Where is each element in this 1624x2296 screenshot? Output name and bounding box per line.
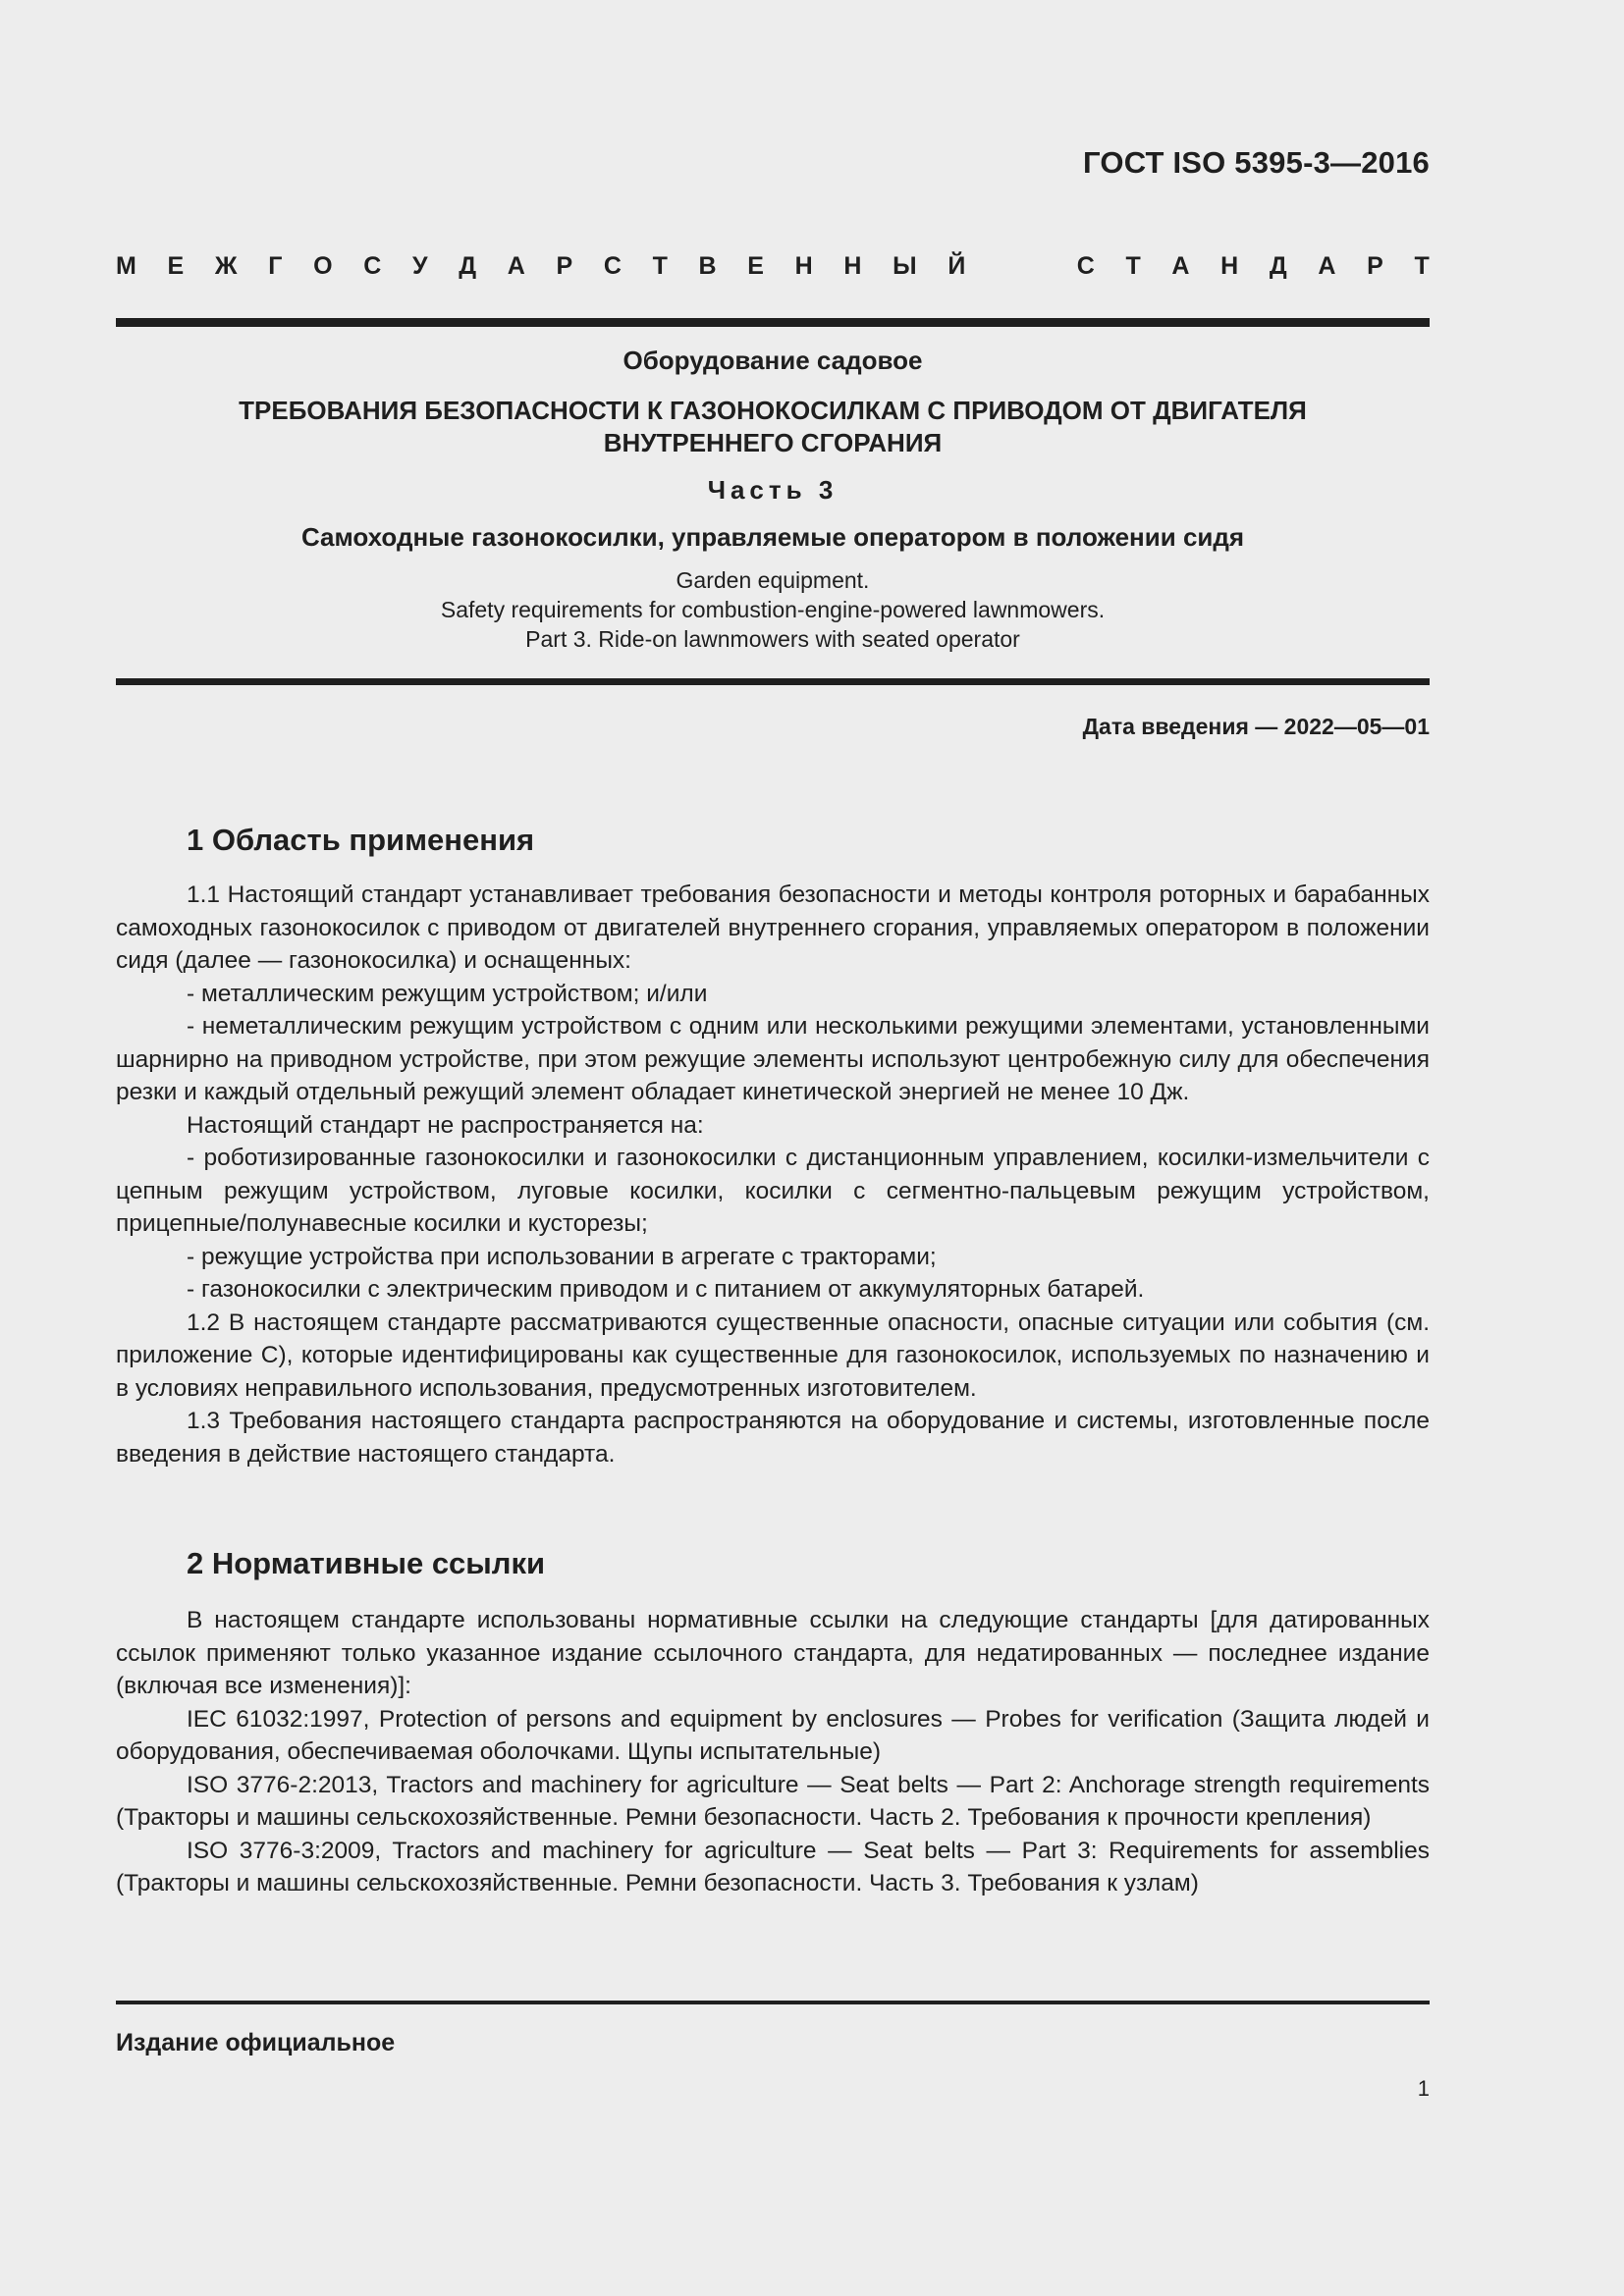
list-item: - неметаллическим режущим устройством с одним или несколькими режущими элементами, установленными шарнирно на приводном устройстве, при этом режущие элементы используют центробежную силу для обеспечения резки и каждый отдельный режущий элемент обладает кинетической энергией не менее 10 Дж.	[116, 1013, 1430, 1105]
top-rule	[116, 318, 1430, 327]
introduction-date: Дата введения — 2022—05—01	[1082, 714, 1430, 739]
reference-item: ISO 3776-3:2009, Tractors and machinery for agriculture — Seat belts — Part 3: Requirements for assemblies (Тракторы и машины сельскохозяйственные. Ремни безопасности. Часть 3. Требования к узлам)	[116, 1837, 1430, 1896]
banner-letter: Д	[1269, 252, 1287, 280]
banner-letter: Е	[167, 252, 185, 280]
title-part: Часть 3	[707, 475, 839, 505]
paragraph: 1.2 В настоящем стандарте рассматриваются существенные опасности, опасные ситуации или события (см. приложение С), которые идентифицированы как существенные для газонокосилок, используемых по назначению и в условиях неправильного использования, предусмотренных изготовителем.	[116, 1308, 1430, 1402]
banner-letter: Н	[843, 252, 862, 280]
banner-letter: Г	[268, 252, 283, 280]
banner-letter: С	[1076, 252, 1095, 280]
title-ru-main-line-b: ВНУТРЕННЕГО СГОРАНИЯ	[603, 428, 943, 457]
document-number: ГОСТ ISO 5395-3—2016	[1083, 145, 1430, 180]
paragraph: Настоящий стандарт не распространяется на:	[187, 1111, 704, 1139]
banner-letter: Т	[1414, 252, 1430, 280]
banner-letter: А	[1318, 252, 1336, 280]
title-ru-line1: Оборудование садовое	[623, 346, 923, 375]
banner-letter: Т	[1125, 252, 1141, 280]
banner-letter: Т	[652, 252, 668, 280]
banner-letter: Р	[1367, 252, 1383, 280]
section-1-body	[116, 879, 1430, 1470]
paragraph: 1.3 Требования настоящего стандарта распространяются на оборудование и системы, изготовленные после введения в действие настоящего стандарта.	[116, 1408, 1430, 1468]
official-edition-label: Издание официальное	[116, 2029, 396, 2056]
title-en-line3: Part 3. Ride-on lawnmowers with seated operator	[525, 626, 1020, 652]
banner-letter: Р	[556, 252, 573, 280]
banner-letter: У	[411, 252, 428, 280]
banner-letter: Й	[947, 252, 966, 280]
banner-letter: В	[698, 252, 717, 280]
banner-letter: Ж	[214, 252, 238, 280]
title-en-line1: Garden equipment.	[676, 567, 870, 593]
paragraph: В настоящем стандарте использованы нормативные ссылки на следующие стандарты [для датированных ссылок применяют только указанное издание ссылочного стандарта, для недатированных — последнее издание (включая все изменения)]:	[116, 1607, 1430, 1699]
title-en-line2: Safety requirements for combustion-engine-powered lawnmowers.	[440, 597, 1106, 622]
reference-item: ISO 3776-2:2013, Tractors and machinery for agriculture — Seat belts — Part 2: Anchorage strength requirements (Тракторы и машины сельскохозяйственные. Ремни безопасности. Часть 2. Требования к прочности крепления)	[116, 1771, 1430, 1831]
banner-letter: А	[1171, 252, 1190, 280]
reference-item: IEC 61032:1997, Protection of persons and equipment by enclosures — Probes for verification (Защита людей и оборудования, обеспечиваемая оболочками. Щупы испытательные)	[116, 1705, 1430, 1765]
section-2-heading: 2 Нормативные ссылки	[187, 1546, 546, 1580]
title-ru-main	[116, 395, 1430, 459]
list-item: - металлическим режущим устройством; и/или	[187, 980, 708, 1007]
paragraph: 1.1 Настоящий стандарт устанавливает требования безопасности и методы контроля роторных и барабанных самоходных газонокосилок с приводом от двигателей внутреннего сгорания, управляемых оператором в положении сидя (далее — газонокосилка) и оснащенных:	[116, 881, 1430, 974]
footer-rule	[116, 2001, 1430, 2004]
banner-letter: Д	[459, 252, 477, 280]
title-bottom-rule	[116, 678, 1430, 685]
interstate-standard-banner	[116, 252, 1430, 281]
banner-letter: М	[116, 252, 136, 280]
page-number: 1	[1417, 2076, 1430, 2101]
title-block	[116, 346, 1430, 654]
list-item: - газонокосилки с электрическим приводом и с питанием от аккумуляторных батарей.	[187, 1276, 1145, 1303]
title-ru-subtitle: Самоходные газонокосилки, управляемые оператором в положении сидя	[300, 522, 1245, 552]
banner-letter: Ы	[893, 252, 917, 280]
banner-letter: С	[603, 252, 622, 280]
banner-letter: О	[313, 252, 333, 280]
list-item: - роботизированные газонокосилки и газонокосилки с дистанционным управлением, косилки-измельчители с цепным режущим устройством, луговые косилки, косилки с сегментно-пальцевым режущим устройством, прицепные/полунавесные косилки и кусторезы;	[116, 1145, 1430, 1237]
section-2-body	[116, 1604, 1430, 1900]
banner-letter: А	[507, 252, 525, 280]
section-1-heading: 1 Область применения	[187, 823, 535, 857]
title-en	[116, 565, 1430, 654]
banner-letter: Е	[747, 252, 764, 280]
list-item: - режущие устройства при использовании в агрегате с тракторами;	[187, 1243, 937, 1270]
banner-letter: С	[363, 252, 382, 280]
title-ru-main-line-a: ТРЕБОВАНИЯ БЕЗОПАСНОСТИ К ГАЗОНОКОСИЛКАМ С ПРИВОДОМ ОТ ДВИГАТЕЛЯ	[239, 396, 1307, 425]
banner-letter: Н	[1220, 252, 1239, 280]
banner-letter: Н	[794, 252, 813, 280]
